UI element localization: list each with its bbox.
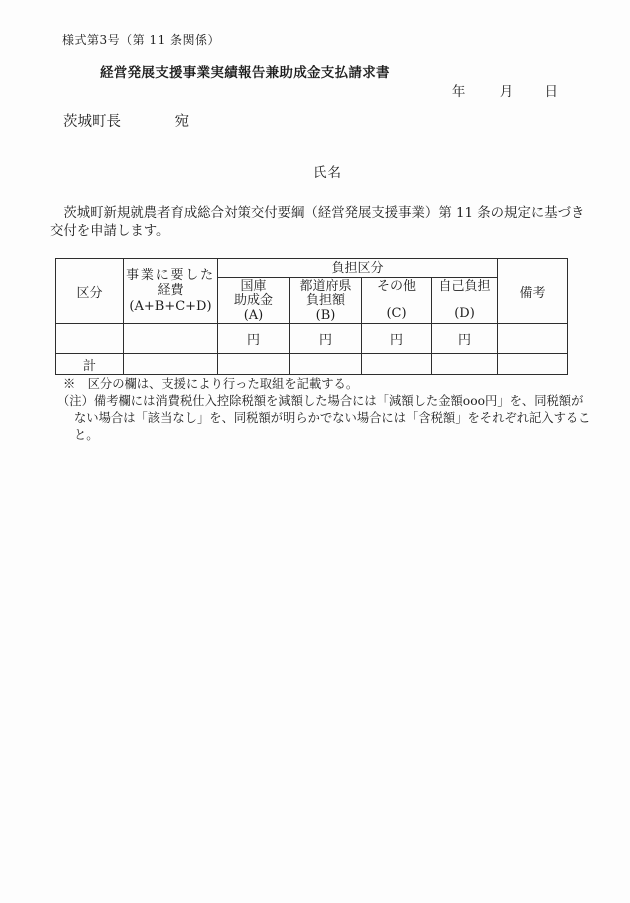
name-label: 氏名	[313, 165, 342, 181]
header-col-a-line1: 国庫	[240, 278, 267, 294]
header-col-c-line1: その他	[376, 278, 416, 294]
total-b-cell	[290, 354, 362, 375]
footnote-biko-line3: と。	[74, 428, 99, 442]
entry-biko-cell	[498, 324, 568, 354]
entry-unit-b: 円	[290, 324, 362, 354]
header-burden-group: 負担区分	[218, 259, 498, 278]
header-expense-line3: (A+B+C+D)	[129, 298, 212, 314]
header-col-d-line1: 自己負担	[438, 278, 491, 294]
addressee-name: 茨城町長	[63, 114, 121, 130]
entry-unit-c: 円	[362, 324, 432, 354]
header-col-b-line1: 都道府県	[299, 278, 352, 294]
total-a-cell	[218, 354, 290, 375]
header-col-b-line2: 負担額	[305, 293, 345, 308]
header-biko: 備考	[498, 259, 568, 324]
header-kubun: 区分	[56, 259, 124, 324]
form-number: 様式第3号（第 11 条関係）	[62, 33, 221, 47]
entry-unit-a: 円	[218, 324, 290, 354]
table-header-row-1	[56, 259, 568, 278]
footnote-biko-line1: （注）備考欄には消費税仕入控除税額を減額した場合には「減額した金額ooo円」を、同税額が	[57, 394, 584, 408]
header-col-b-code: (B)	[315, 307, 336, 323]
total-c-cell	[362, 354, 432, 375]
header-col-a-line2: 助成金	[233, 293, 273, 308]
document-title: 経営発展支援事業実績報告兼助成金支払請求書	[100, 65, 390, 81]
header-col-a	[218, 278, 290, 324]
addressee-line	[63, 110, 189, 131]
total-d-cell	[432, 354, 498, 375]
entry-unit-d: 円	[432, 324, 498, 354]
table-total-row	[56, 354, 568, 375]
footnote-biko-line2: ない場合は「該当なし」を、同税額が明らかでない場合には「含税額」をそれぞれ記入するこ	[74, 411, 591, 425]
header-col-b	[290, 278, 362, 324]
total-expense-cell	[124, 354, 218, 375]
addressee-suffix: 宛	[174, 114, 190, 130]
date-day-label: 日	[544, 84, 558, 100]
date-line	[0, 80, 558, 100]
body-paragraph-line2: 交付を申請します。	[50, 224, 170, 239]
date-month-label: 月	[499, 84, 514, 100]
header-col-c-code: (C)	[386, 306, 407, 321]
entry-expense-cell	[124, 324, 218, 354]
header-expense-line2: 経費	[157, 283, 184, 299]
header-col-a-code: (A)	[243, 307, 264, 323]
header-col-d-code: (D)	[454, 306, 475, 321]
total-biko-cell	[498, 354, 568, 375]
table-entry-row	[56, 324, 568, 354]
body-paragraph-line1: 茨城町新規就農者育成総合対策交付要綱（経営発展支援事業）第 11 条の規定に基づき	[50, 206, 585, 221]
expense-table	[55, 258, 568, 375]
footnote-kubun: ※ 区分の欄は、支援により行った取組を記載する。	[63, 377, 359, 391]
header-col-c	[362, 278, 432, 324]
date-year-label: 年	[451, 84, 466, 100]
total-label-cell: 計	[56, 354, 124, 375]
header-expense-line1: 事業に要した	[126, 267, 215, 283]
header-col-d	[432, 278, 498, 324]
entry-kubun-cell	[56, 324, 124, 354]
header-expense	[124, 259, 218, 324]
